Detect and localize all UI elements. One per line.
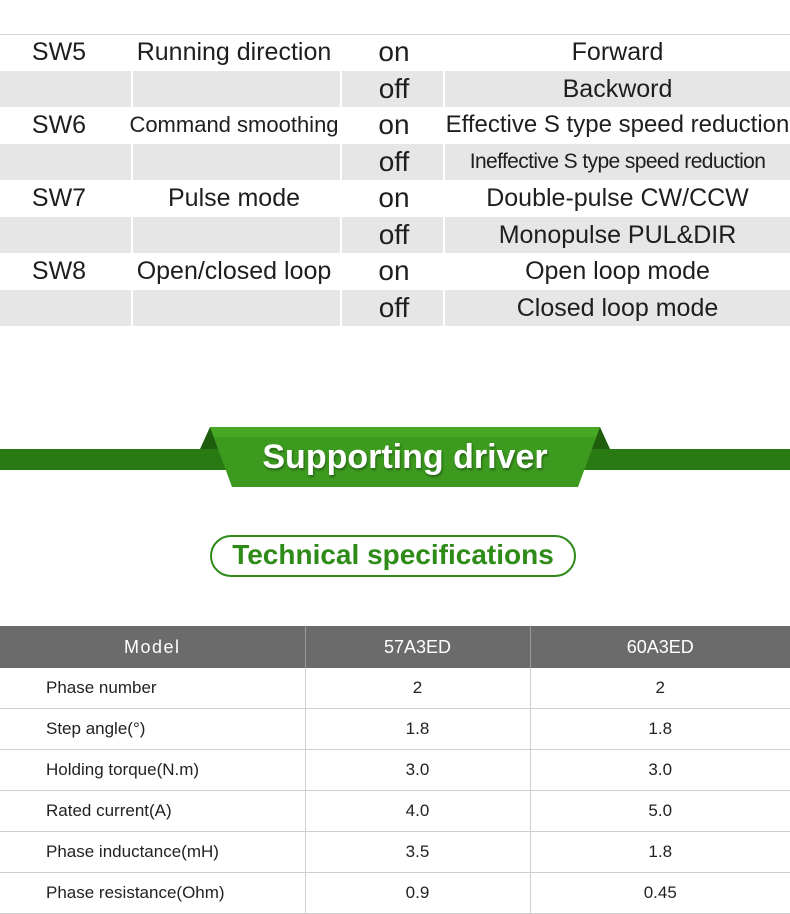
switch-row: [0, 144, 790, 181]
switch-id: [0, 144, 118, 180]
column-header-model: Model: [0, 626, 305, 668]
spec-name: Rated current(A): [0, 791, 305, 832]
switch-row: [0, 217, 790, 254]
specs-title: Technical specifications: [232, 539, 554, 570]
spec-value-57a3ed: 4.0: [305, 791, 530, 832]
table-row: [0, 873, 790, 914]
switch-function: Pulse mode: [167, 184, 301, 212]
switch-description: Forward: [571, 38, 664, 66]
switch-id: SW6: [31, 111, 87, 139]
switch-id: SW5: [31, 38, 87, 66]
spec-name: Phase inductance(mH): [0, 832, 305, 873]
spec-value-60a3ed: 1.8: [530, 709, 790, 750]
spec-name: Step angle(°): [0, 709, 305, 750]
switch-id: [0, 217, 118, 253]
spec-value-57a3ed: 3.0: [305, 750, 530, 791]
switch-description: Ineffective S type speed reduction: [469, 149, 766, 173]
switch-row: [0, 180, 790, 217]
spec-name: Holding torque(N.m): [0, 750, 305, 791]
spec-name: Phase number: [0, 668, 305, 709]
switch-description: Open loop mode: [525, 257, 710, 285]
switch-state: off: [378, 291, 410, 323]
table-row: [0, 750, 790, 791]
spec-value-57a3ed: 3.5: [305, 832, 530, 873]
switch-description: Monopulse PUL&DIR: [498, 220, 737, 249]
spec-name: Phase resistance(Ohm): [0, 873, 305, 914]
column-header-60a3ed: 60A3ED: [530, 626, 790, 668]
switch-function: Command smoothing: [129, 112, 339, 137]
switch-function: Open/closed loop: [136, 257, 332, 285]
switch-id: [0, 290, 118, 326]
specs-title-pill: [210, 535, 576, 577]
column-header-57a3ed: 57A3ED: [305, 626, 530, 668]
spec-value-57a3ed: 0.9: [305, 873, 530, 914]
switch-function: [118, 144, 350, 180]
switch-state: off: [378, 72, 410, 104]
switch-state: off: [378, 145, 410, 177]
switch-description: Closed loop mode: [516, 293, 719, 322]
switch-row: [0, 253, 790, 290]
banner-title: Supporting driver: [262, 438, 548, 476]
table-row: [0, 668, 790, 709]
switch-row: [0, 290, 790, 327]
switch-row: [0, 107, 790, 144]
switch-id: SW7: [31, 184, 87, 212]
spec-value-57a3ed: 2: [305, 668, 530, 709]
switch-function: [118, 290, 350, 326]
switch-id: [0, 71, 118, 107]
switch-settings-table: [0, 34, 790, 326]
table-row: [0, 832, 790, 873]
spec-value-60a3ed: 1.8: [530, 832, 790, 873]
spec-value-60a3ed: 5.0: [530, 791, 790, 832]
table-header-row: [0, 626, 790, 668]
switch-state: on: [378, 36, 410, 67]
spec-value-60a3ed: 0.45: [530, 873, 790, 914]
switch-state: on: [378, 182, 410, 213]
spec-value-60a3ed: 3.0: [530, 750, 790, 791]
switch-row: [0, 71, 790, 108]
spec-value-57a3ed: 1.8: [305, 709, 530, 750]
switch-state: on: [378, 255, 410, 286]
switch-description: Backword: [562, 74, 673, 103]
spec-value-60a3ed: 2: [530, 668, 790, 709]
switch-function: [118, 71, 350, 107]
switch-id: SW8: [31, 257, 87, 285]
switch-state: on: [378, 109, 410, 140]
switch-function: Running direction: [136, 38, 332, 66]
switch-description: Double-pulse CW/CCW: [486, 184, 749, 212]
specifications-table: [0, 626, 790, 914]
switch-state: off: [378, 218, 410, 250]
switch-row: [0, 34, 790, 71]
section-banner: [200, 427, 610, 487]
switch-function: [118, 217, 350, 253]
switch-description: Effective S type speed reduction: [445, 111, 790, 138]
table-row: [0, 709, 790, 750]
table-row: [0, 791, 790, 832]
